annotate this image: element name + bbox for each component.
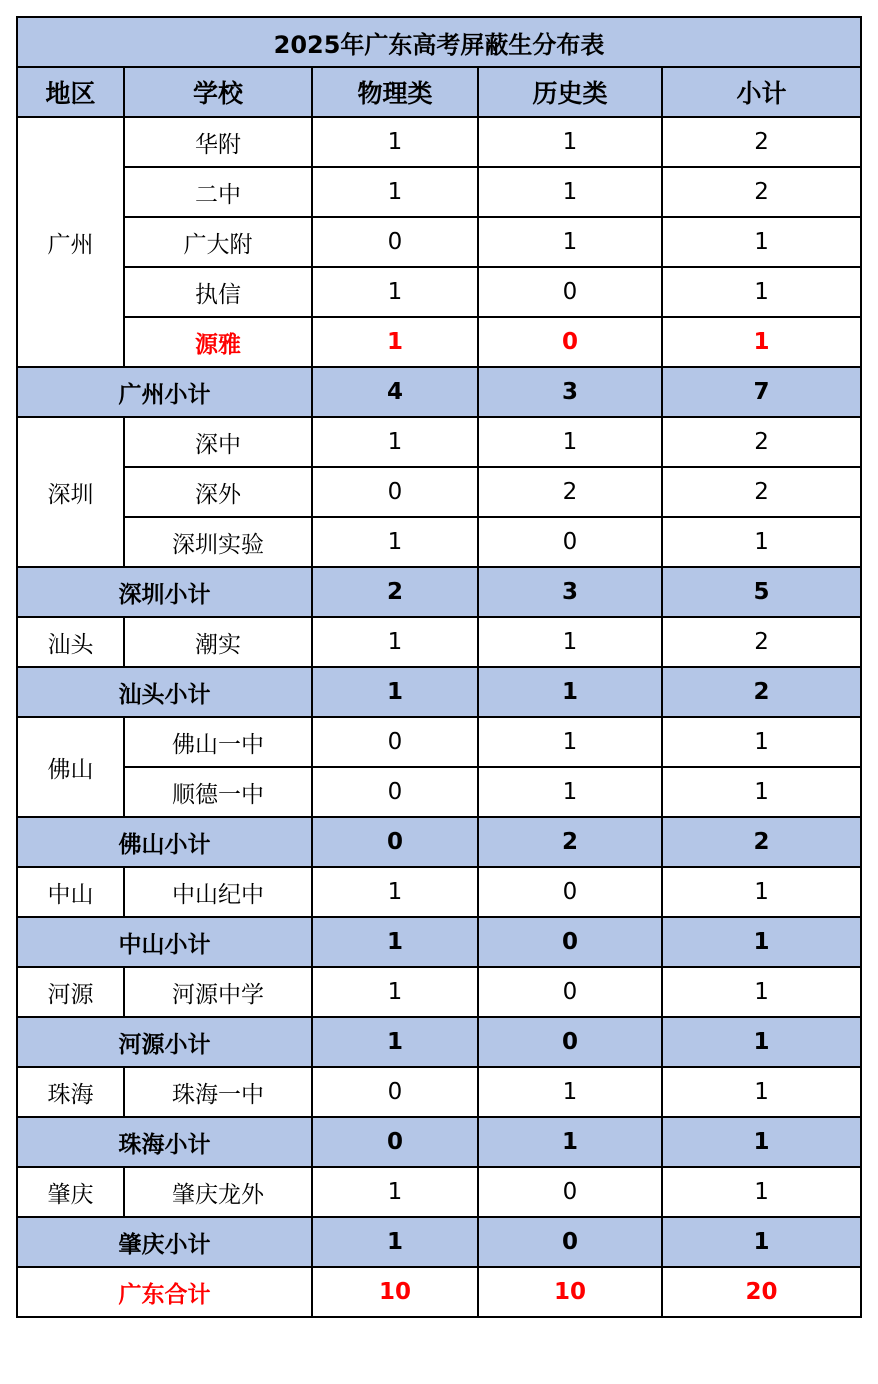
history-cell: 1	[478, 1067, 662, 1117]
table-row	[17, 167, 861, 217]
subtotal-label: 中山小计	[17, 917, 312, 967]
region-cell: 珠海	[17, 1067, 124, 1117]
physics-cell: 1	[312, 517, 478, 567]
subtotal-cell: 20	[662, 1267, 861, 1317]
history-cell: 10	[478, 1267, 662, 1317]
subtotal-cell: 1	[662, 267, 861, 317]
subtotal-cell: 1	[662, 1117, 861, 1167]
subtotal-cell: 1	[662, 1067, 861, 1117]
table-row	[17, 717, 861, 767]
physics-cell: 1	[312, 617, 478, 667]
physics-cell: 1	[312, 1017, 478, 1067]
region-subtotal-row	[17, 667, 861, 717]
physics-cell: 1	[312, 267, 478, 317]
subtotal-cell: 2	[662, 817, 861, 867]
header-subtotal: 小计	[662, 67, 861, 117]
physics-cell: 1	[312, 1167, 478, 1217]
school-cell: 华附	[124, 117, 312, 167]
subtotal-cell: 2	[662, 467, 861, 517]
table-row	[17, 317, 861, 367]
physics-cell: 0	[312, 217, 478, 267]
header-row	[17, 67, 861, 117]
region-cell: 中山	[17, 867, 124, 917]
history-cell: 0	[478, 967, 662, 1017]
school-cell: 执信	[124, 267, 312, 317]
physics-cell: 2	[312, 567, 478, 617]
history-cell: 2	[478, 467, 662, 517]
subtotal-label: 汕头小计	[17, 667, 312, 717]
history-cell: 0	[478, 1217, 662, 1267]
subtotal-label: 肇庆小计	[17, 1217, 312, 1267]
subtotal-cell: 1	[662, 767, 861, 817]
region-subtotal-row	[17, 567, 861, 617]
table-row	[17, 467, 861, 517]
region-cell: 广州	[17, 117, 124, 367]
history-cell: 1	[478, 667, 662, 717]
history-cell: 0	[478, 917, 662, 967]
school-cell: 肇庆龙外	[124, 1167, 312, 1217]
subtotal-cell: 1	[662, 217, 861, 267]
history-cell: 0	[478, 867, 662, 917]
school-cell: 广大附	[124, 217, 312, 267]
subtotal-cell: 1	[662, 1017, 861, 1067]
physics-cell: 1	[312, 917, 478, 967]
history-cell: 0	[478, 1167, 662, 1217]
history-cell: 0	[478, 317, 662, 367]
subtotal-cell: 1	[662, 1167, 861, 1217]
school-cell: 珠海一中	[124, 1067, 312, 1117]
subtotal-cell: 1	[662, 317, 861, 367]
physics-cell: 1	[312, 417, 478, 467]
table-row	[17, 1067, 861, 1117]
physics-cell: 1	[312, 867, 478, 917]
table-row	[17, 117, 861, 167]
history-cell: 0	[478, 267, 662, 317]
table-title: 2025年广东高考屏蔽生分布表	[17, 17, 861, 67]
region-cell: 佛山	[17, 717, 124, 817]
subtotal-cell: 2	[662, 117, 861, 167]
table-row	[17, 967, 861, 1017]
region-subtotal-row	[17, 817, 861, 867]
history-cell: 1	[478, 1117, 662, 1167]
physics-cell: 1	[312, 317, 478, 367]
school-cell: 中山纪中	[124, 867, 312, 917]
school-cell: 二中	[124, 167, 312, 217]
table-row	[17, 867, 861, 917]
history-cell: 0	[478, 517, 662, 567]
table-row	[17, 617, 861, 667]
subtotal-label: 深圳小计	[17, 567, 312, 617]
school-cell: 顺德一中	[124, 767, 312, 817]
header-region: 地区	[17, 67, 124, 117]
subtotal-label: 广州小计	[17, 367, 312, 417]
distribution-table	[16, 16, 862, 1318]
header-physics: 物理类	[312, 67, 478, 117]
physics-cell: 1	[312, 967, 478, 1017]
physics-cell: 0	[312, 1117, 478, 1167]
grand-total-label: 广东合计	[17, 1267, 312, 1317]
region-cell: 河源	[17, 967, 124, 1017]
history-cell: 0	[478, 1017, 662, 1067]
school-cell: 佛山一中	[124, 717, 312, 767]
subtotal-cell: 7	[662, 367, 861, 417]
history-cell: 2	[478, 817, 662, 867]
region-subtotal-row	[17, 917, 861, 967]
title-row	[17, 17, 861, 67]
table-row	[17, 217, 861, 267]
physics-cell: 0	[312, 817, 478, 867]
region-cell: 肇庆	[17, 1167, 124, 1217]
subtotal-label: 河源小计	[17, 1017, 312, 1067]
physics-cell: 10	[312, 1267, 478, 1317]
subtotal-cell: 2	[662, 617, 861, 667]
school-cell: 潮实	[124, 617, 312, 667]
physics-cell: 1	[312, 667, 478, 717]
history-cell: 1	[478, 167, 662, 217]
table-row	[17, 267, 861, 317]
physics-cell: 4	[312, 367, 478, 417]
school-cell: 深外	[124, 467, 312, 517]
grand-total-row	[17, 1267, 861, 1317]
history-cell: 1	[478, 617, 662, 667]
subtotal-cell: 2	[662, 667, 861, 717]
history-cell: 1	[478, 417, 662, 467]
physics-cell: 1	[312, 117, 478, 167]
physics-cell: 0	[312, 1067, 478, 1117]
subtotal-cell: 1	[662, 917, 861, 967]
table-row	[17, 1167, 861, 1217]
school-cell: 源雅	[124, 317, 312, 367]
subtotal-cell: 2	[662, 417, 861, 467]
physics-cell: 1	[312, 1217, 478, 1267]
subtotal-cell: 1	[662, 967, 861, 1017]
subtotal-cell: 1	[662, 717, 861, 767]
table-row	[17, 767, 861, 817]
region-cell: 深圳	[17, 417, 124, 567]
subtotal-cell: 5	[662, 567, 861, 617]
history-cell: 1	[478, 217, 662, 267]
history-cell: 1	[478, 117, 662, 167]
table-row	[17, 517, 861, 567]
history-cell: 3	[478, 567, 662, 617]
subtotal-label: 佛山小计	[17, 817, 312, 867]
region-cell: 汕头	[17, 617, 124, 667]
region-subtotal-row	[17, 1217, 861, 1267]
region-subtotal-row	[17, 367, 861, 417]
subtotal-cell: 1	[662, 867, 861, 917]
school-cell: 河源中学	[124, 967, 312, 1017]
history-cell: 1	[478, 717, 662, 767]
subtotal-label: 珠海小计	[17, 1117, 312, 1167]
physics-cell: 0	[312, 767, 478, 817]
school-cell: 深中	[124, 417, 312, 467]
table-row	[17, 417, 861, 467]
physics-cell: 0	[312, 717, 478, 767]
physics-cell: 1	[312, 167, 478, 217]
school-cell: 深圳实验	[124, 517, 312, 567]
subtotal-cell: 2	[662, 167, 861, 217]
region-subtotal-row	[17, 1017, 861, 1067]
subtotal-cell: 1	[662, 1217, 861, 1267]
header-history: 历史类	[478, 67, 662, 117]
header-school: 学校	[124, 67, 312, 117]
region-subtotal-row	[17, 1117, 861, 1167]
history-cell: 3	[478, 367, 662, 417]
subtotal-cell: 1	[662, 517, 861, 567]
history-cell: 1	[478, 767, 662, 817]
physics-cell: 0	[312, 467, 478, 517]
